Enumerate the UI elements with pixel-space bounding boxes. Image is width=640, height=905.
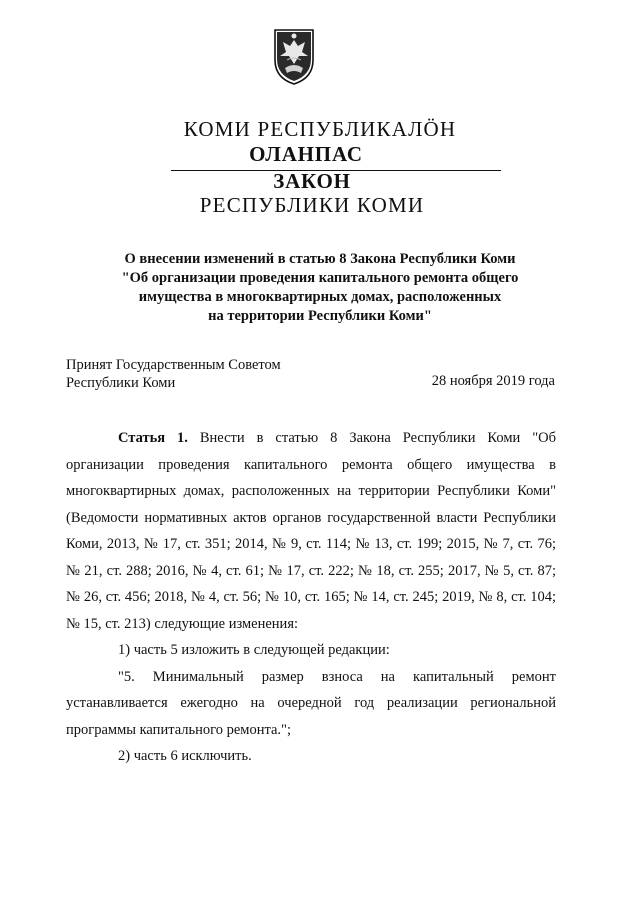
article-body xyxy=(66,425,556,770)
article-item-1: 1) часть 5 изложить в следующей редакции: xyxy=(118,642,390,658)
adoption-info xyxy=(66,356,281,392)
law-title-line: на территории Республики Коми" xyxy=(208,308,432,324)
adoption-line: Республики Коми xyxy=(66,375,176,391)
law-title-line: "Об организации проведения капитального ремонта общего xyxy=(121,270,519,286)
article-label: Статья 1. xyxy=(118,430,188,446)
article-paragraph xyxy=(66,425,556,637)
komi-coat-of-arms-icon xyxy=(271,26,317,86)
article-quote: "5. Минимальный размер взноса на капитальный ремонт устанавливается ежегодно на очередной год реализации региональной программы капитального ремонта."; xyxy=(66,668,556,738)
adoption-line: Принят Государственным Советом xyxy=(66,357,281,373)
header-komi-title: КОМИ РЕСПУБЛИКАЛӦН xyxy=(183,117,457,141)
header-zakon: ЗАКОН xyxy=(273,169,351,193)
article-item-2: 2) часть 6 исключить. xyxy=(118,748,252,764)
header-olanpas: ОЛАНПАС xyxy=(249,142,363,166)
law-title-line: О внесении изменений в статью 8 Закона Республики Коми xyxy=(124,251,516,267)
article-text: Внести в статью 8 Закона Республики Коми "Об организации проведения капитального ремонта общего имущества в многоквартирных домах, расположенных на территории Республики Коми" (Ведомости нормативных актов органов государственной власти Республики Коми, 2013, № 17, ст. 351; 2014, № 9, ст. 114; № 13, ст. 199; 2015, № 7, ст. 76; № 21, ст. 288; 2016, № 4, ст. 61; № 17, ст. 222; № 18, ст. 255; 2017, № 5, ст. 87; № 26, ст. 456; 2018, № 4, ст. 56; № 10, ст. 165; № 14, ст. 245; 2019, № 8, ст. 104; № 15, ст. 213) следующие изменения: xyxy=(66,430,556,632)
law-title xyxy=(0,250,640,326)
header-republic: РЕСПУБЛИКИ КОМИ xyxy=(199,193,425,217)
law-title-line: имущества в многоквартирных домах, расположенных xyxy=(138,289,502,305)
adoption-date: 28 ноября 2019 года xyxy=(431,373,555,389)
